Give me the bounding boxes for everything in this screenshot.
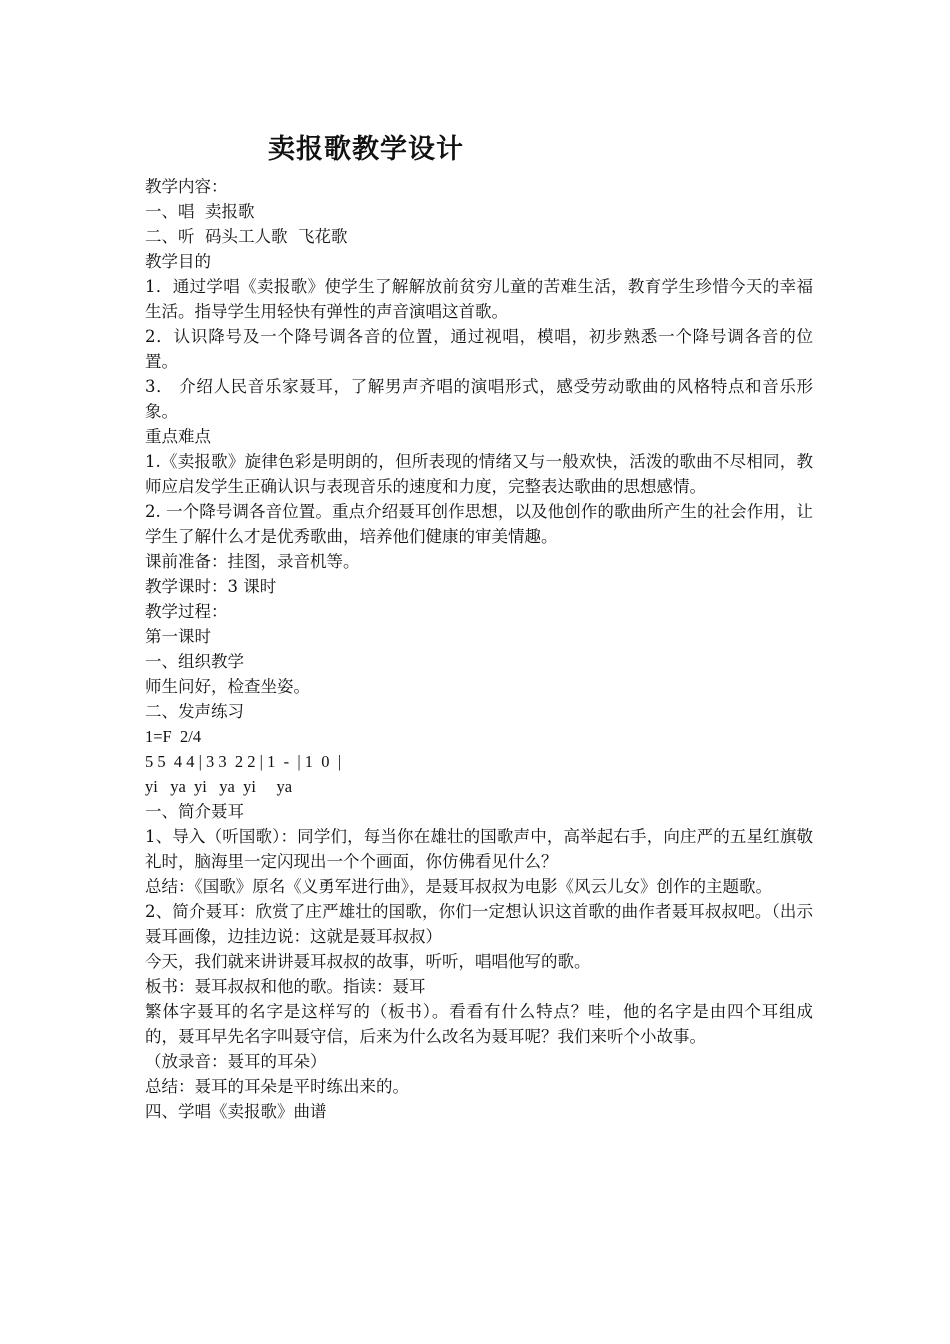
section-heading: 教学过程： bbox=[145, 602, 228, 621]
objective-paragraph: 2．认识降号及一个降号调各音的位置，通过视唱，模唱，初步熟悉一个降号调各音的位置。 bbox=[145, 327, 813, 371]
step-heading: 四、学唱《卖报歌》曲谱 bbox=[145, 1102, 327, 1121]
text-paragraph: 总结：《国歌》原名《义勇军进行曲》，是聂耳叔叔为电影《风云儿女》创作的主题歌。 bbox=[145, 877, 772, 896]
preparation-line: 课前准备：挂图，录音机等。 bbox=[145, 552, 360, 571]
content-item: 二、听 码头工人歌 飞花歌 bbox=[145, 227, 348, 246]
class-hours-line: 教学课时：3 课时 bbox=[145, 577, 277, 596]
section-heading: 教学内容： bbox=[145, 177, 228, 196]
text-line: （放录音：聂耳的耳朵） bbox=[145, 1052, 327, 1071]
text-line: 总结：聂耳的耳朵是平时练出来的。 bbox=[145, 1077, 409, 1096]
notation-line: 5 5 4 4 | 3 3 2 2 | 1 - | 1 0 | bbox=[145, 752, 342, 771]
keypoint-paragraph: 1.《卖报歌》旋律色彩是明朗的，但所表现的情绪又与一般欢快，活泼的歌曲不尽相同，教师应启发学生正确认识与表现音乐的速度和力度，完整表达歌曲的思想感情。 bbox=[145, 452, 813, 496]
key-signature: 1=F 2/4 bbox=[145, 727, 202, 746]
section-heading: 重点难点 bbox=[145, 427, 211, 446]
objective-paragraph: 1．通过学唱《卖报歌》使学生了解解放前贫穷儿童的苦难生活，教育学生珍惜今天的幸福生活。指导学生用轻快有弹性的声音演唱这首歌。 bbox=[145, 277, 813, 321]
lyrics-line: yi ya yi ya yi ya bbox=[145, 777, 293, 796]
lesson-heading: 第一课时 bbox=[145, 627, 211, 646]
content-item: 一、唱 卖报歌 bbox=[145, 202, 255, 221]
text-paragraph: 2、简介聂耳：欣赏了庄严雄壮的国歌，你们一定想认识这首歌的曲作者聂耳叔叔吧。（出示聂耳画像，边挂边说：这就是聂耳叔叔） bbox=[145, 902, 813, 946]
text-line: 师生问好，检查坐姿。 bbox=[145, 677, 310, 696]
document-title: 卖报歌教学设计 bbox=[268, 134, 464, 165]
step-heading: 二、发声练习 bbox=[145, 702, 244, 721]
text-paragraph: 繁体字聂耳的名字是这样写的（板书）。看看有什么特点？哇，他的名字是由四个耳组成的，聂耳早先名字叫聂守信，后来为什么改名为聂耳呢？我们来听个小故事。 bbox=[145, 1002, 813, 1046]
step-heading: 一、组织教学 bbox=[145, 652, 244, 671]
document-body bbox=[145, 174, 813, 1124]
section-heading: 教学目的 bbox=[145, 252, 211, 271]
objective-paragraph: 3． 介绍人民音乐家聂耳，了解男声齐唱的演唱形式，感受劳动歌曲的风格特点和音乐形象。 bbox=[145, 377, 813, 421]
text-line: 今天，我们就来讲讲聂耳叔叔的故事，听听，唱唱他写的歌。 bbox=[145, 952, 591, 971]
text-line: 板书：聂耳叔叔和他的歌。指读：聂耳 bbox=[145, 977, 426, 996]
keypoint-paragraph: 2. 一个降号调各音位置。重点介绍聂耳创作思想，以及他创作的歌曲所产生的社会作用，让学生了解什么才是优秀歌曲，培养他们健康的审美情趣。 bbox=[145, 502, 813, 546]
step-heading: 一、简介聂耳 bbox=[145, 802, 244, 821]
text-paragraph: 1、导入（听国歌）：同学们，每当你在雄壮的国歌声中，高举起右手，向庄严的五星红旗敬礼时，脑海里一定闪现出一个个画面，你仿佛看见什么？ bbox=[145, 827, 813, 871]
